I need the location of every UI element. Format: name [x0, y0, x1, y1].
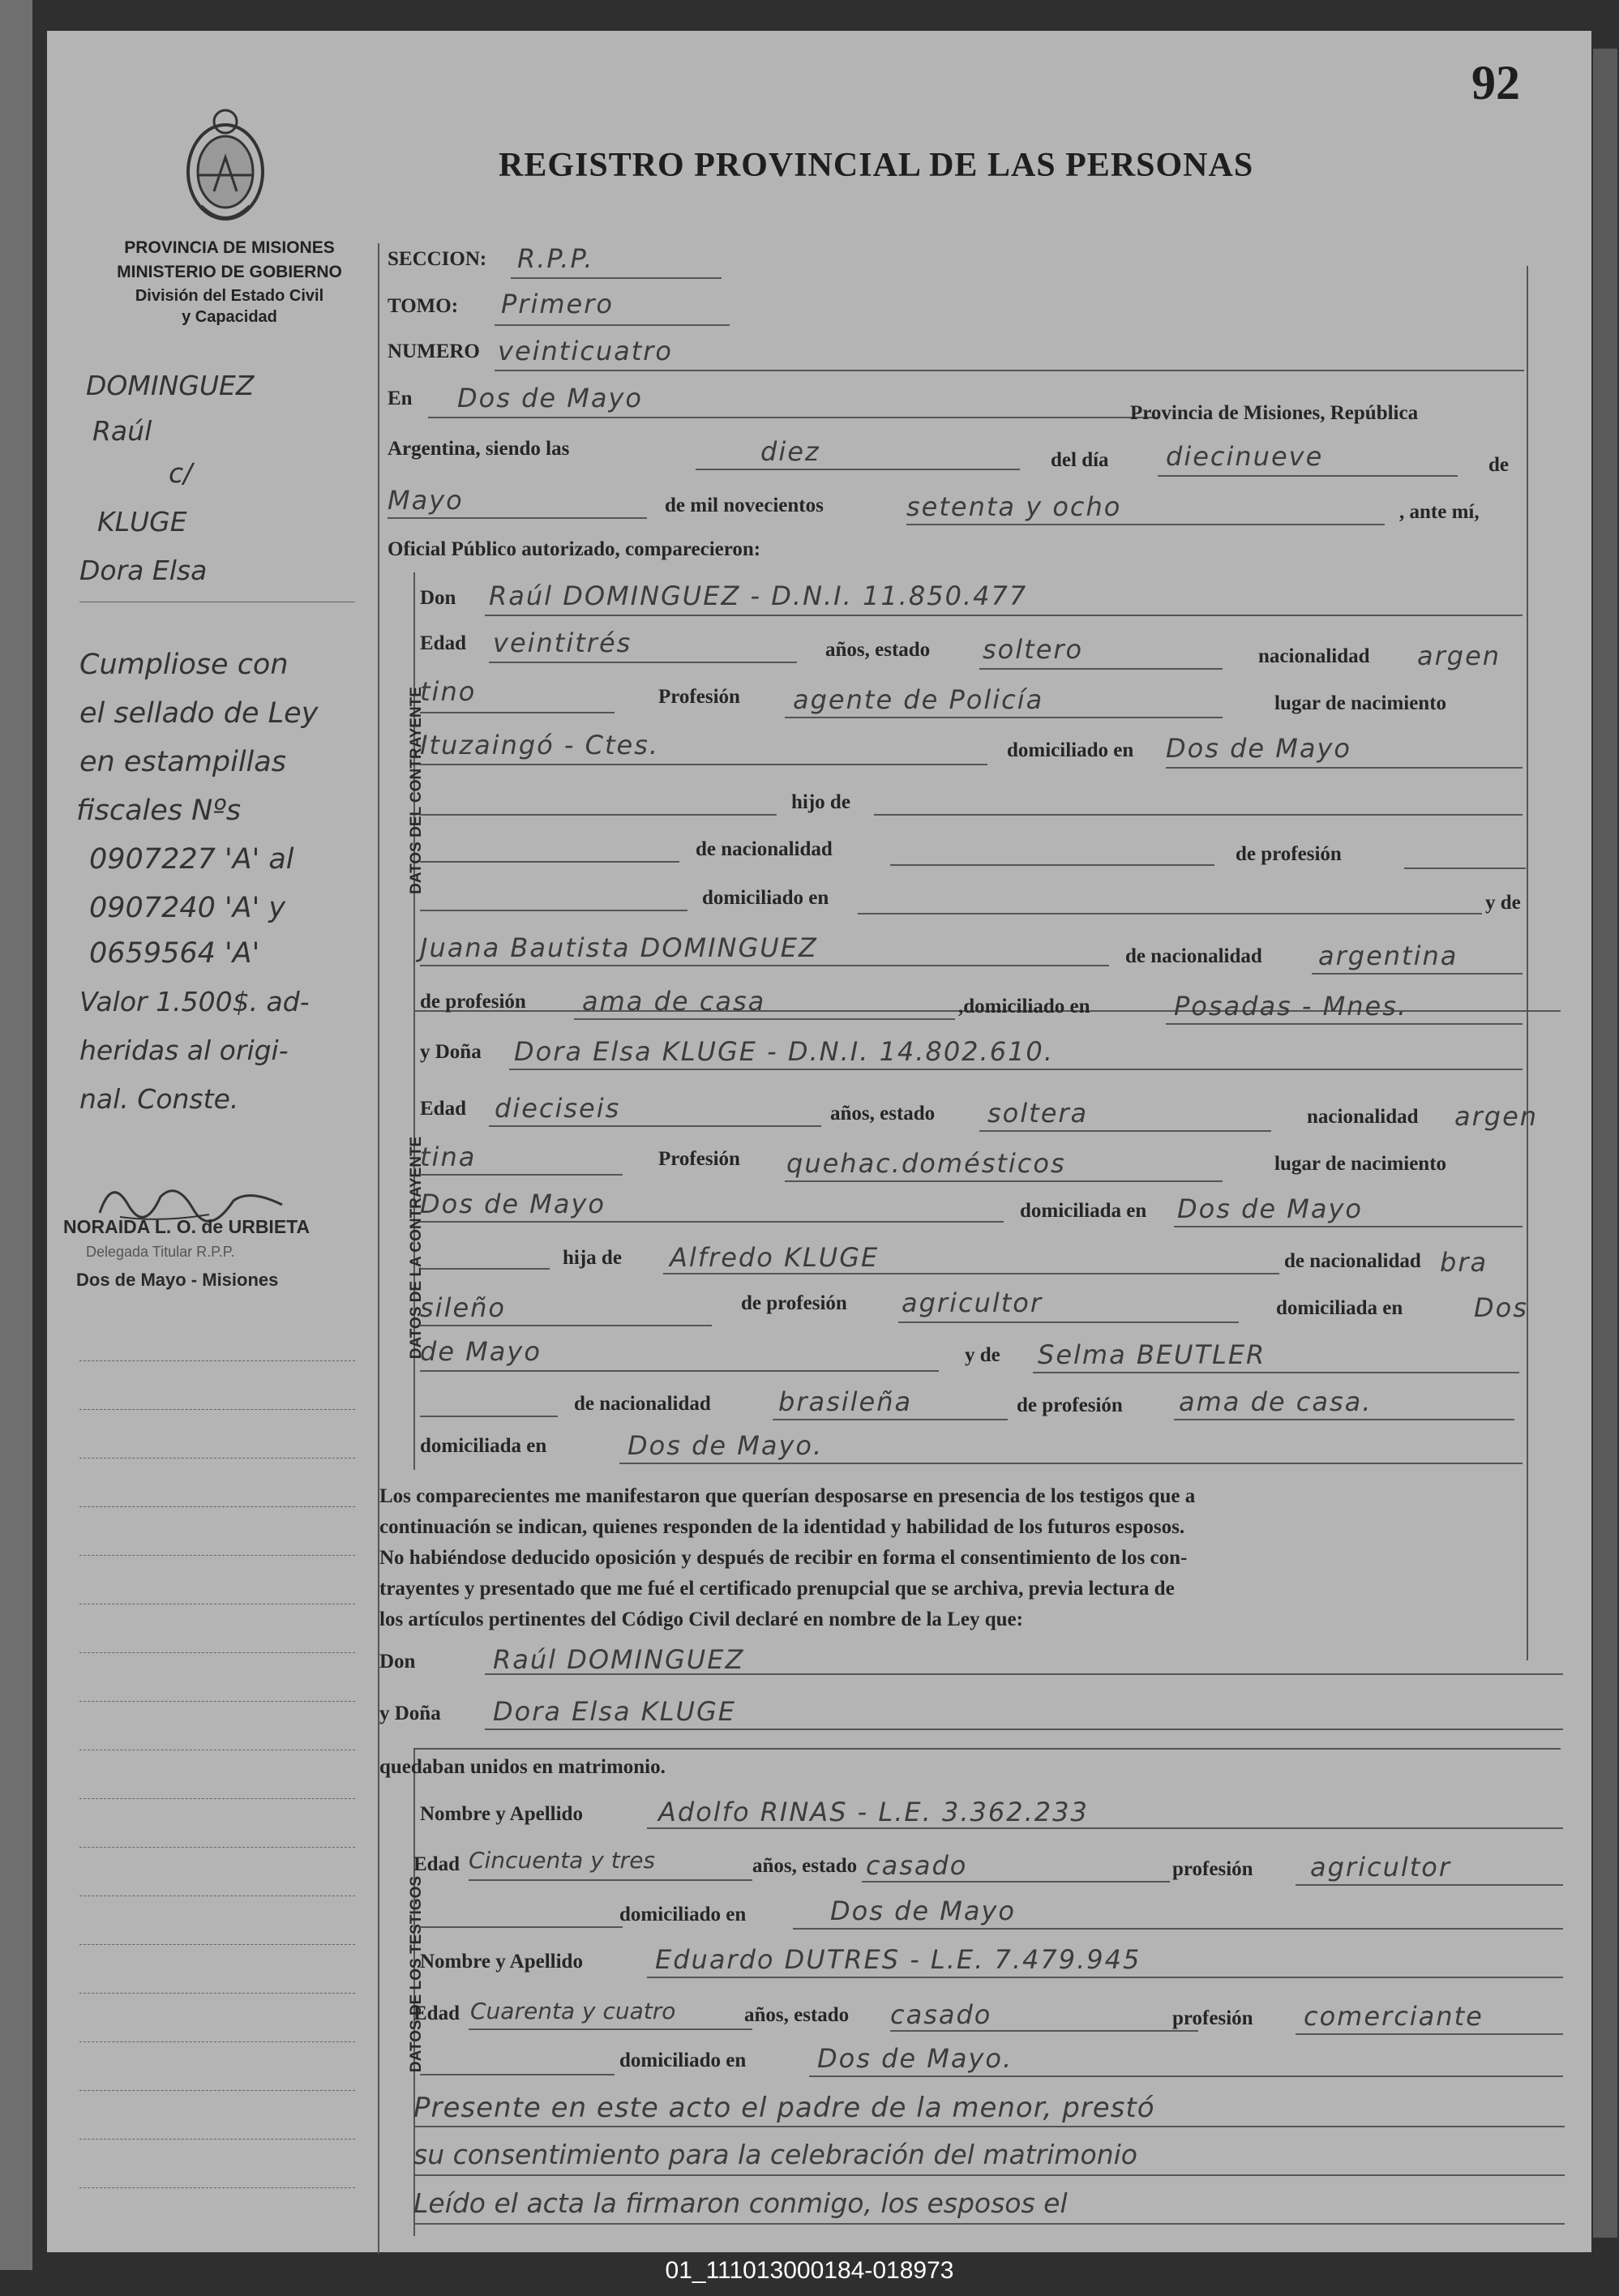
y-de-label: y de	[1485, 892, 1521, 914]
contrayenta-profesion-label: Profesión	[658, 1148, 740, 1170]
padre-nacionalidad-cont: sileño	[420, 1292, 506, 1323]
testigo1-domiciliado-label: domiciliado en	[619, 1904, 747, 1925]
contrayenta-edad-label: Edad	[420, 1098, 466, 1120]
contrayente-section-label: DATOS DEL CONTRAYENTE	[408, 687, 425, 894]
madre-value: Juana Bautista DOMINGUEZ	[420, 932, 818, 963]
don-value: Raúl DOMINGUEZ - D.N.I. 11.850.477	[489, 580, 1028, 611]
en-label: En	[388, 388, 413, 409]
testigo1-profesion-value: agricultor	[1310, 1852, 1452, 1883]
org-line-2: MINISTERIO DE GOBIERNO	[117, 263, 342, 281]
nacionalidad-cont: tino	[420, 676, 477, 707]
padre-profesion-label: de profesión	[741, 1292, 847, 1314]
dia-value: diecinueve	[1166, 441, 1324, 472]
org-line-4: y Capacidad	[182, 308, 277, 326]
padre-domicilio-value: Dos	[1474, 1292, 1528, 1323]
body-line-2: continuación se indican, quienes responden de la identidad y habilidad de los futuros esposos.	[379, 1516, 1185, 1538]
domicilio-value: Dos de Mayo	[1166, 733, 1351, 764]
padre-nacionalidad-value: bra	[1440, 1247, 1488, 1278]
contrayenta-lugar-label: lugar de nacimiento	[1274, 1153, 1447, 1175]
testigo2-estado-value: casado	[890, 1999, 992, 2030]
sidebar-name-5: Dora Elsa	[79, 555, 208, 586]
observacion-line-2: su consentimiento para la celebración del matrimonio	[413, 2139, 1137, 2170]
ante-mi-label: , ante mí,	[1399, 501, 1480, 523]
sidebar-note-3: en estampillas	[79, 746, 286, 778]
observacion-line-1: Presente en este acto el padre de la menor, prestó	[413, 2092, 1155, 2124]
madre2-profesion-value: ama de casa.	[1179, 1386, 1373, 1417]
provincia-label: Provincia de Misiones, República	[1130, 402, 1419, 424]
madre-nacionalidad-value: argentina	[1318, 940, 1458, 971]
contrayenta-nacionalidad-label: nacionalidad	[1307, 1106, 1419, 1128]
sidebar-name-4: KLUGE	[97, 506, 187, 538]
contrayenta-nacionalidad-cont: tina	[420, 1142, 477, 1172]
book-left-edge	[0, 0, 32, 2270]
page-title: REGISTRO PROVINCIAL DE LAS PERSONAS	[499, 147, 1254, 184]
contrayenta-edad-value: dieciseis	[495, 1093, 621, 1124]
madre-domicilio-value: Posadas - Mnes.	[1174, 991, 1408, 1022]
madre2-domiciliada-label: domiciliada en	[420, 1435, 547, 1457]
testigo1-nombre-label: Nombre y Apellido	[420, 1803, 583, 1825]
sidebar-note-10: nal. Conste.	[79, 1083, 239, 1115]
sidebar-note-8: Valor 1.500$. ad-	[79, 986, 310, 1017]
book-right-edge	[1593, 49, 1617, 2238]
body-line-3: No habiéndose deducido oposición y después de recibir en forma el consentimiento de los con-	[379, 1547, 1188, 1569]
profesion-label: Profesión	[658, 686, 740, 708]
anios-estado-label: años, estado	[825, 639, 931, 661]
numero-label: NUMERO	[388, 341, 480, 362]
padre-profesion-label: de profesión	[1236, 843, 1342, 865]
contrayenta-domiciliada-label: domiciliada en	[1020, 1200, 1147, 1222]
sidebar-name-2: Raúl	[92, 415, 152, 447]
padre-nacionalidad-label: de nacionalidad	[696, 838, 833, 860]
hora-value: diez	[760, 436, 820, 467]
oficial-label: Oficial Público autorizado, comparecieron:	[388, 538, 761, 560]
declaracion-don-value: Raúl DOMINGUEZ	[493, 1644, 745, 1675]
sidebar-name-1: DOMINGUEZ	[86, 370, 255, 401]
testigo2-nombre-value: Eduardo DUTRES - L.E. 7.479.945	[655, 1944, 1141, 1975]
observacion-line-3: Leído el acta la firmaron conmigo, los esposos el	[413, 2187, 1068, 2219]
testigo1-estado-value: casado	[866, 1850, 968, 1881]
nacionalidad-value: argen	[1417, 640, 1501, 671]
contrayenta-estado-value: soltera	[987, 1098, 1089, 1129]
testigo2-nombre-label: Nombre y Apellido	[420, 1951, 583, 1973]
unidos-label: quedaban unidos en matrimonio.	[379, 1756, 666, 1778]
body-line-5: los artículos pertinentes del Código Civil declaré en nombre de la Ley que:	[379, 1608, 1023, 1630]
sidebar-note-5: 0907227 'A' al	[89, 843, 294, 876]
profesion-value: agente de Policía	[793, 684, 1044, 715]
testigo2-domicilio-value: Dos de Mayo.	[817, 2043, 1013, 2074]
declaracion-dona-label: y Doña	[379, 1703, 441, 1724]
testigo1-profesion-label: profesión	[1172, 1858, 1253, 1880]
testigo2-edad-value: Cuarenta y cuatro	[470, 1998, 676, 2024]
estado-value: soltero	[983, 634, 1084, 665]
tomo-value: Primero	[501, 289, 614, 319]
testigo2-edad-label: Edad	[413, 2003, 460, 2024]
testigo2-profesion-label: profesión	[1172, 2007, 1253, 2029]
testigo2-domiciliado-label: domiciliado en	[619, 2050, 747, 2071]
testigo1-nombre-value: Adolfo RINAS - L.E. 3.362.233	[658, 1797, 1089, 1827]
de-mil-label: de mil novecientos	[665, 495, 824, 516]
madre2-domicilio-value: Dos de Mayo.	[627, 1430, 824, 1461]
de-label: de	[1488, 454, 1509, 476]
padre-value: Alfredo KLUGE	[670, 1242, 880, 1273]
sidebar-note-2: el sellado de Ley	[79, 697, 319, 730]
madre2-profesion-label: de profesión	[1017, 1394, 1123, 1416]
en-value: Dos de Mayo	[457, 383, 643, 413]
contrayenta-nacionalidad-value: argen	[1454, 1101, 1539, 1132]
lugar-nacimiento-label: lugar de nacimiento	[1274, 692, 1447, 714]
sidebar-note-7: 0659564 'A'	[89, 937, 260, 970]
page-number: 92	[1471, 56, 1520, 109]
testigo2-profesion-value: comerciante	[1304, 2001, 1484, 2032]
main-frame-right	[1527, 266, 1528, 1660]
del-dia-label: del día	[1051, 449, 1109, 471]
hijo-de-label: hijo de	[791, 791, 850, 813]
image-caption: 01_111013000184-018973	[665, 2257, 954, 2284]
padre-nacionalidad-label: de nacionalidad	[1284, 1250, 1421, 1272]
nacionalidad-label: nacionalidad	[1258, 645, 1370, 667]
stamp-line-3: Dos de Mayo - Misiones	[76, 1270, 279, 1290]
madre-nacionalidad-label: de nacionalidad	[1125, 945, 1262, 967]
numero-value: veinticuatro	[498, 336, 673, 366]
madre-profesion-label: de profesión	[420, 991, 526, 1013]
body-line-1: Los comparecientes me manifestaron que querían desposarse en presencia de los testigos que a	[379, 1485, 1196, 1507]
testigos-section-label: DATOS DE LOS TESTIGOS	[408, 1875, 425, 2073]
seccion-value: R.P.P.	[517, 243, 594, 274]
domiciliado-label: domiciliado en	[1007, 739, 1134, 761]
don-label: Don	[420, 587, 456, 609]
padre-domiciliada-label: domiciliada en	[1276, 1297, 1403, 1319]
declaracion-dona-value: Dora Elsa KLUGE	[493, 1696, 736, 1727]
stamp-line-2: Delegada Titular R.P.P.	[86, 1244, 235, 1260]
org-line-1: PROVINCIA DE MISIONES	[124, 238, 335, 257]
coat-of-arms-icon	[177, 101, 274, 230]
testigo1-edad-value: Cincuenta y tres	[469, 1847, 656, 1874]
madre2-nacionalidad-label: de nacionalidad	[574, 1393, 711, 1415]
sidebar-note-4: fiscales Nºs	[76, 795, 242, 827]
sidebar-note-6: 0907240 'A' y	[89, 892, 286, 924]
lugar-value: Ituzaingó - Ctes.	[420, 730, 660, 760]
hija-de-label: hija de	[563, 1247, 622, 1269]
edad-value: veintitrés	[493, 628, 632, 658]
anio-value: setenta y ocho	[906, 491, 1122, 522]
edad-label: Edad	[420, 632, 466, 654]
testigos-top-line	[413, 1748, 1561, 1750]
mes-value: Mayo	[388, 485, 464, 516]
testigo2-anios-label: años, estado	[744, 2004, 850, 2026]
madre2-value: Selma BEUTLER	[1038, 1339, 1266, 1370]
contrayenta-profesion-value: quehac.domésticos	[786, 1148, 1066, 1179]
contrayenta-anios-label: años, estado	[830, 1103, 936, 1124]
madre2-y-de-label: y de	[965, 1344, 1000, 1366]
tomo-label: TOMO:	[388, 295, 459, 317]
org-line-3: División del Estado Civil	[135, 287, 324, 305]
contrayenta-lugar-value: Dos de Mayo	[420, 1189, 606, 1219]
padre-domiciliado-label: domiciliado en	[702, 887, 829, 909]
main-frame-left	[378, 243, 379, 2254]
sidebar-note-9: heridas al origi-	[79, 1034, 289, 1066]
sidebar-note-1: Cumpliose con	[79, 649, 289, 681]
declaracion-don-label: Don	[379, 1651, 416, 1673]
testigo1-edad-label: Edad	[413, 1853, 460, 1875]
madre-profesion-value: ama de casa	[582, 986, 766, 1017]
testigo1-anios-label: años, estado	[752, 1855, 858, 1877]
padre-profesion-value: agricultor	[902, 1287, 1043, 1318]
contrayenta-domicilio-value: Dos de Mayo	[1177, 1193, 1363, 1224]
testigo1-domicilio-value: Dos de Mayo	[830, 1895, 1016, 1926]
madre2-nacionalidad-value: brasileña	[778, 1386, 913, 1417]
padre-domicilio-cont: de Mayo	[420, 1336, 542, 1367]
contrayenta-section-label: DATOS DE LA CONTRAYENTE	[408, 1136, 425, 1360]
register-page	[47, 31, 1591, 2252]
body-line-4: trayentes y presentado que me fué el certificado prenupcial que se archiva, previa lectura de	[379, 1578, 1175, 1600]
dona-value: Dora Elsa KLUGE - D.N.I. 14.802.610.	[514, 1036, 1054, 1067]
argentina-label: Argentina, siendo las	[388, 438, 570, 460]
sidebar-name-3: c/	[169, 457, 193, 489]
dona-label: y Doña	[420, 1041, 482, 1063]
stamp-line-1: NORAIDA L. O. de URBIETA	[63, 1216, 311, 1237]
seccion-label: SECCION:	[388, 248, 487, 270]
madre-domiciliado-label: ,domiciliado en	[958, 996, 1090, 1017]
